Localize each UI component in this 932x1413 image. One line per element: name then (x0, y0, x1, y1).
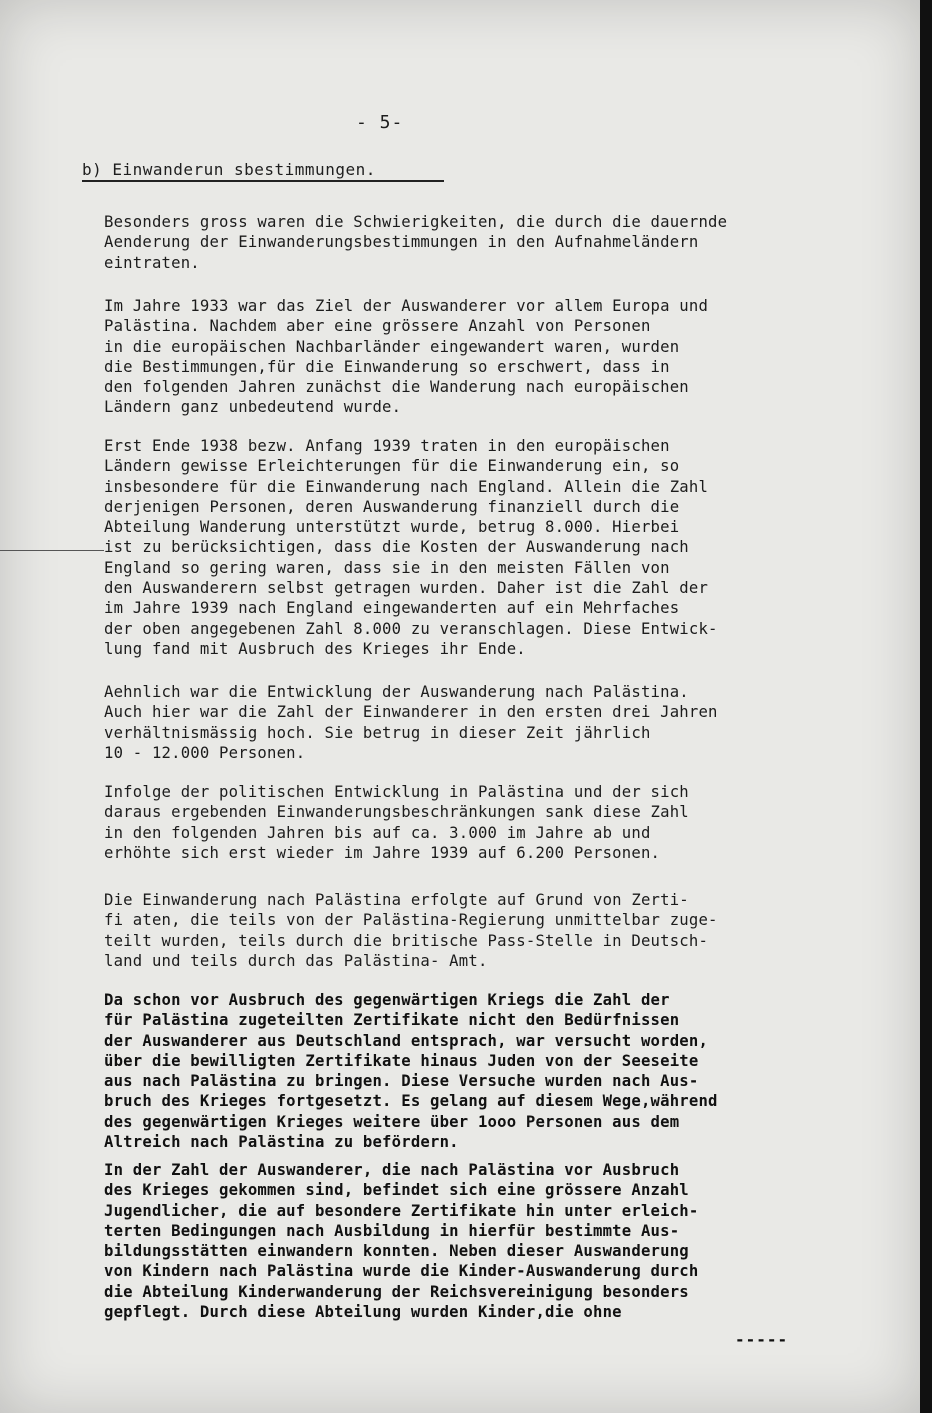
text-line: bildungsstätten einwandern konnten. Neben dieser Auswanderung (104, 1242, 689, 1261)
text-line: den folgenden Jahren zunächst die Wanderung nach europäischen (104, 378, 689, 397)
text-line: die Abteilung Kinderwanderung der Reichsvereinigung besonders (104, 1282, 689, 1301)
text-line: der oben angegebenen Zahl 8.000 zu veranschlagen. Diese Entwick- (104, 619, 718, 638)
text-line: 10 - 12.000 Personen. (104, 743, 306, 762)
text-line: terten Bedingungen nach Ausbildung in hierfür bestimmte Aus- (104, 1221, 680, 1240)
text-line: Auch hier war die Zahl der Einwanderer in den ersten drei Jahren (104, 703, 718, 722)
text-line: Altreich nach Palästina zu befördern. (104, 1133, 459, 1152)
text-line: derjenigen Personen, deren Auswanderung finanziell durch die (104, 497, 680, 516)
text-line: eintraten. (104, 253, 200, 272)
paragraph-6 (104, 890, 718, 971)
continuation-mark: ----- (735, 1330, 789, 1349)
text-line: von Kindern nach Palästina wurde die Kinder-Auswanderung durch (104, 1262, 699, 1281)
text-line: Jugendlicher, die auf besondere Zertifikate hin unter erleich- (104, 1201, 699, 1220)
text-line: bruch des Krieges fortgesetzt. Es gelang auf diesem Wege,während (104, 1092, 718, 1111)
paragraph-2 (104, 296, 708, 418)
paragraph-1 (104, 212, 727, 273)
text-line: Ländern ganz unbedeutend wurde. (104, 398, 402, 417)
section-heading: b) Einwanderun sbestimmungen. (82, 160, 444, 182)
text-line: in den folgenden Jahren bis auf ca. 3.000 im Jahre ab und (104, 823, 651, 842)
paragraph-3 (104, 436, 718, 659)
text-line: Ländern gewisse Erleichterungen für die Einwanderung ein, so (104, 457, 680, 476)
text-line: gepflegt. Durch diese Abteilung wurden Kinder,die ohne (104, 1303, 622, 1322)
text-line: England so gering waren, dass sie in den meisten Fällen von (104, 558, 670, 577)
paragraph-7 (104, 990, 718, 1152)
paragraph-5 (104, 782, 689, 863)
text-line: in die europäischen Nachbarländer eingewandert waren, wurden (104, 337, 680, 356)
text-line: insbesondere für die Einwanderung nach England. Allein die Zahl (104, 477, 709, 496)
margin-rule (0, 550, 104, 551)
page-number: - 5- (356, 112, 404, 133)
text-line: aus nach Palästina zu bringen. Diese Versuche wurden nach Aus- (104, 1072, 699, 1091)
text-line: daraus ergebenden Einwanderungsbeschränkungen sank diese Zahl (104, 803, 689, 822)
text-line: im Jahre 1939 nach England eingewanderten auf ein Mehrfaches (104, 599, 680, 618)
text-line: Palästina. Nachdem aber eine grössere Anzahl von Personen (104, 317, 651, 336)
text-line: Abteilung Wanderung unterstützt wurde, betrug 8.000. Hierbei (104, 518, 680, 537)
text-line: Besonders gross waren die Schwierigkeiten, die durch die dauernde (104, 213, 728, 231)
text-line: die Bestimmungen,für die Einwanderung so erschwert, dass in (104, 357, 670, 376)
text-line: den Auswanderern selbst getragen wurden. Daher ist die Zahl der (104, 579, 709, 598)
text-line: teilt wurden, teils durch die britische Pass-Stelle in Deutsch- (104, 931, 709, 950)
text-line: des Krieges gekommen sind, befindet sich eine grössere Anzahl (104, 1181, 689, 1200)
text-line: für Palästina zugeteilten Zertifikate nicht den Bedürfnissen (104, 1011, 680, 1030)
text-line: In der Zahl der Auswanderer, die nach Palästina vor Ausbruch (104, 1161, 680, 1179)
paragraph-8 (104, 1160, 698, 1322)
text-line: lung fand mit Ausbruch des Krieges ihr Ende. (104, 639, 526, 658)
text-line: erhöhte sich erst wieder im Jahre 1939 auf 6.200 Personen. (104, 843, 661, 862)
paragraph-4 (104, 682, 718, 763)
text-line: über die bewilligten Zertifikate hinaus Juden von der Seeseite (104, 1051, 699, 1070)
text-line: fi aten, die teils von der Palästina-Regierung unmittelbar zuge- (104, 911, 718, 930)
text-line: des gegenwärtigen Krieges weitere über 1ooo Personen aus dem (104, 1112, 680, 1131)
scan-border (920, 0, 932, 1413)
text-line: Erst Ende 1938 bezw. Anfang 1939 traten in den europäischen (104, 437, 670, 455)
text-line: Aehnlich war die Entwicklung der Auswanderung nach Palästina. (104, 683, 689, 701)
text-line: der Auswanderer aus Deutschland entsprach, war versucht worden, (104, 1031, 709, 1050)
text-line: verhältnismässig hoch. Sie betrug in dieser Zeit jährlich (104, 723, 651, 742)
text-line: ist zu berücksichtigen, dass die Kosten der Auswanderung nach (104, 538, 689, 557)
text-line: Im Jahre 1933 war das Ziel der Auswanderer vor allem Europa und (104, 297, 709, 315)
text-line: Aenderung der Einwanderungsbestimmungen in den Aufnahmeländern (104, 233, 699, 252)
text-line: Infolge der politischen Entwicklung in Palästina und der sich (104, 783, 689, 801)
text-line: Die Einwanderung nach Palästina erfolgte auf Grund von Zerti- (104, 891, 689, 909)
text-line: Da schon vor Ausbruch des gegenwärtigen Kriegs die Zahl der (104, 991, 670, 1009)
text-line: land und teils durch das Palästina- Amt. (104, 951, 488, 970)
